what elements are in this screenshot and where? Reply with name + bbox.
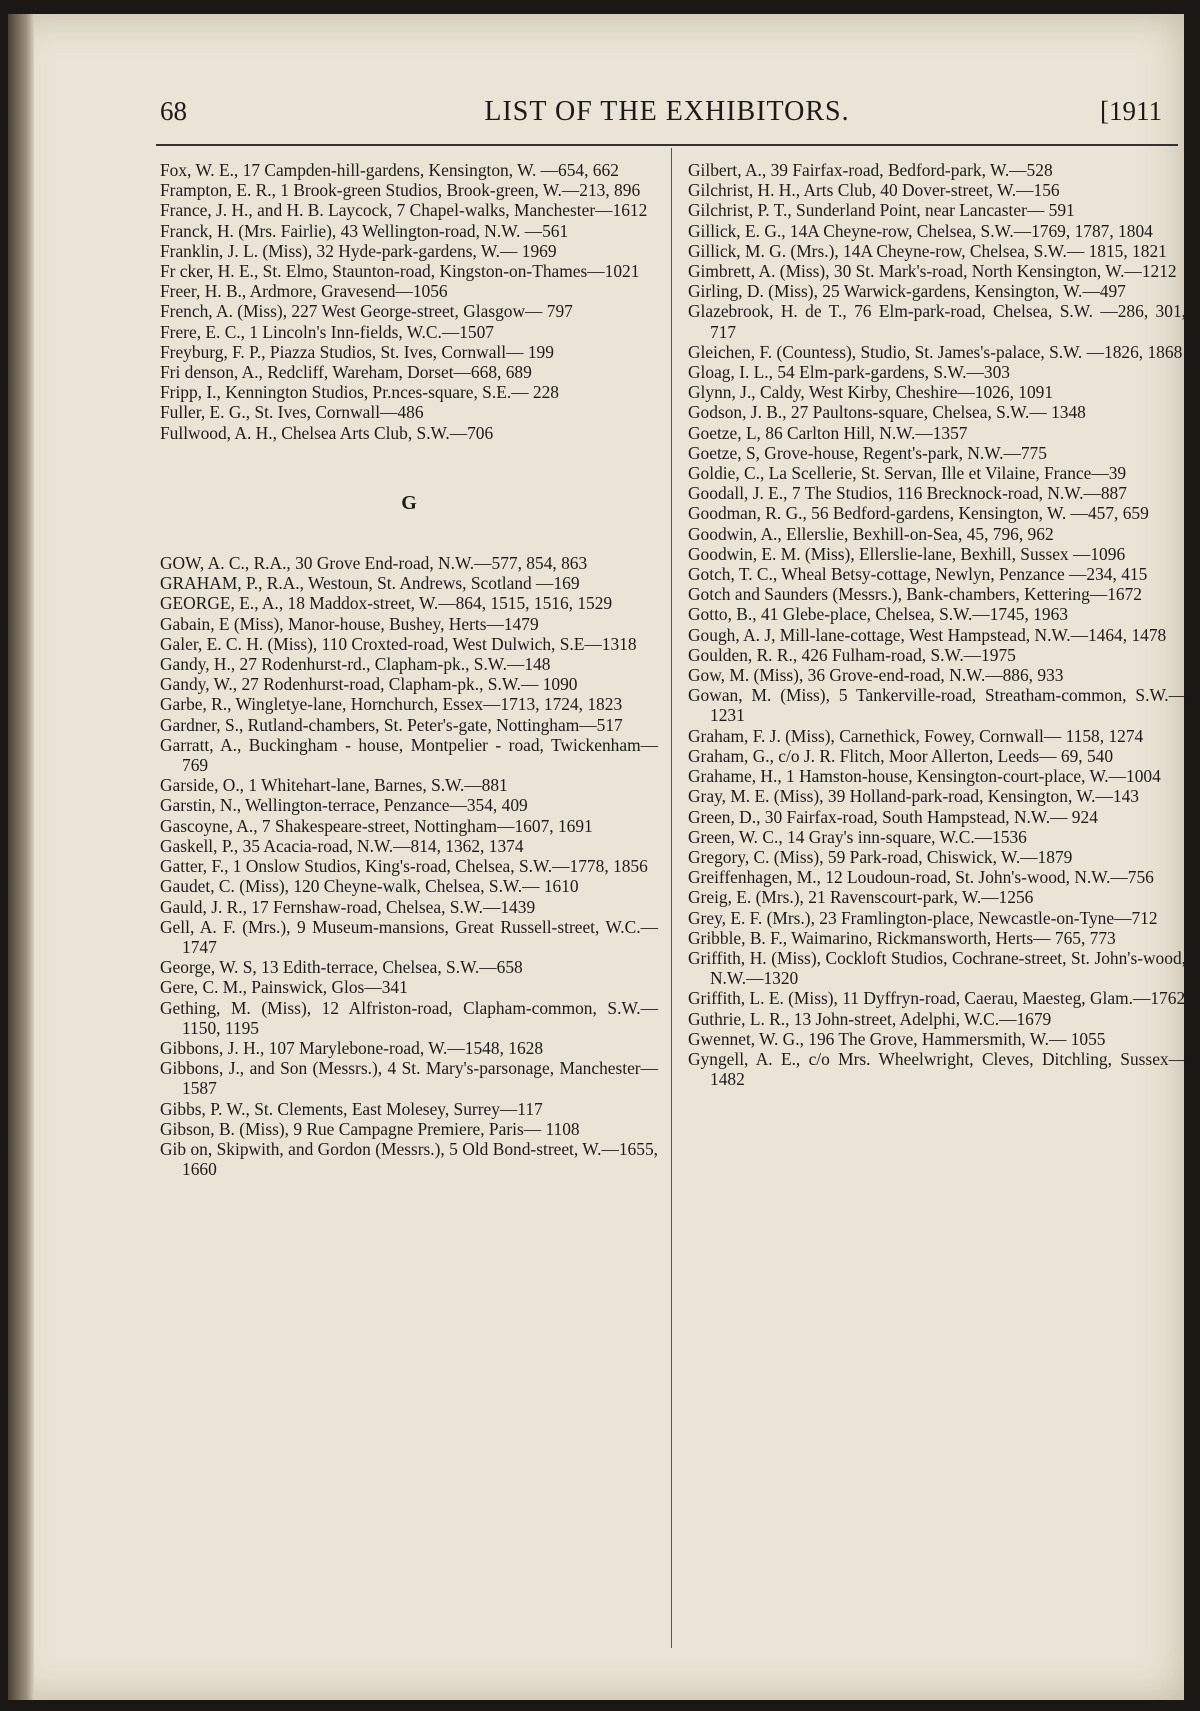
- exhibitor-entry: Galer, E. C. H. (Miss), 110 Croxted-road, West Dulwich, S.E—1318: [160, 633, 637, 654]
- exhibitor-entry: Gleichen, F. (Countess), Studio, St. James's-palace, S.W. —1826, 1868: [688, 341, 1183, 362]
- right-column: [688, 160, 1186, 1089]
- exhibitor-entry: Freer, H. B., Ardmore, Gravesend—1056: [160, 281, 448, 302]
- exhibitor-entry: Gabain, E (Miss), Manor-house, Bushey, Herts—1479: [160, 613, 539, 634]
- exhibitor-entry: Goodall, J. E., 7 The Studios, 116 Brecknock-road, N.W.—887: [688, 483, 1127, 504]
- exhibitor-entry: Gere, C. M., Painswick, Glos—341: [160, 977, 408, 998]
- exhibitor-entry: France, J. H., and H. B. Laycock, 7 Chapel-walks, Manchester—1612: [160, 200, 648, 221]
- exhibitor-entry: Frere, E. C., 1 Lincoln's Inn-fields, W.C.—1507: [160, 321, 495, 342]
- exhibitor-entry: Goetze, S, Grove-house, Regent's-park, N.W.—775: [688, 442, 1047, 463]
- exhibitor-entry: GEORGE, E., A., 18 Maddox-street, W.—864, 1515, 1516, 1529: [160, 593, 613, 614]
- exhibitor-entry: GRAHAM, P., R.A., Westoun, St. Andrews, Scotland —169: [160, 573, 580, 594]
- exhibitor-entry: Fox, W. E., 17 Campden-hill-gardens, Kensington, W. —654, 662: [160, 160, 619, 180]
- exhibitor-entry: Gribble, B. F., Waimarino, Rickmansworth, Herts— 765, 773: [688, 927, 1116, 948]
- exhibitor-entry: Green, W. C., 14 Gray's inn-square, W.C.—1536: [688, 826, 1027, 847]
- exhibitor-entry: Gotto, B., 41 Glebe-place, Chelsea, S.W.—1745, 1963: [688, 604, 1068, 625]
- exhibitor-entry: Goulden, R. R., 426 Fulham-road, S.W.—1975: [688, 644, 1016, 665]
- left-column: [160, 160, 658, 1179]
- exhibitor-entry: Gibbons, J., and Son (Messrs.), 4 St. Mary's-parsonage, Manchester—1587: [160, 1058, 658, 1099]
- exhibitor-entry: Gyngell, A. E., c/o Mrs. Wheelwright, Cleves, Ditchling, Sussex—1482: [688, 1048, 1186, 1090]
- exhibitor-entry: Gloag, I. L., 54 Elm-park-gardens, S.W.—303: [688, 362, 1010, 383]
- exhibitor-entry: Greig, E. (Mrs.), 21 Ravenscourt-park, W.—1256: [688, 887, 1034, 908]
- exhibitor-entry: Garratt, A., Buckingham - house, Montpelier - road, Twickenham—769: [160, 734, 658, 776]
- exhibitor-entry: Gaudet, C. (Miss), 120 Cheyne-walk, Chelsea, S.W.— 1610: [160, 876, 579, 897]
- exhibitor-entry: George, W. S, 13 Edith-terrace, Chelsea, S.W.—658: [160, 957, 523, 978]
- exhibitor-entry: Gwennet, W. G., 196 The Grove, Hammersmith, W.— 1055: [688, 1028, 1106, 1049]
- exhibitor-entry: Gatter, F., 1 Onslow Studios, King's-road, Chelsea, S.W.—1778, 1856: [160, 856, 648, 877]
- exhibitor-entry: Goodwin, E. M. (Miss), Ellerslie-lane, Bexhill, Sussex —1096: [688, 543, 1126, 564]
- exhibitor-entry: Gilchrist, H. H., Arts Club, 40 Dover-street, W.—156: [688, 180, 1060, 201]
- book-page: [8, 14, 1184, 1700]
- exhibitor-entry: Goldie, C., La Scellerie, St. Servan, Ille et Vilaine, France—39: [688, 463, 1127, 484]
- exhibitor-entry: Graham, F. J. (Miss), Carnethick, Fowey, Cornwall— 1158, 1274: [688, 725, 1144, 746]
- entries-g-list: [160, 553, 658, 1179]
- book-spine: [8, 14, 34, 1700]
- exhibitor-entry: Griffith, L. E. (Miss), 11 Dyffryn-road, Caerau, Maesteg, Glam.—1762: [688, 988, 1186, 1009]
- exhibitor-entry: Garside, O., 1 Whitehart-lane, Barnes, S.W.—881: [160, 775, 508, 796]
- exhibitor-entry: Gell, A. F. (Mrs.), 9 Museum-mansions, Great Russell-street, W.C.—1747: [160, 916, 658, 957]
- exhibitor-entry: French, A. (Miss), 227 West George-street, Glasgow— 797: [160, 301, 573, 322]
- exhibitor-entry: Gascoyne, A., 7 Shakespeare-street, Nottingham—1607, 1691: [160, 815, 593, 836]
- exhibitor-entry: Fullwood, A. H., Chelsea Arts Club, S.W.—706: [160, 422, 494, 443]
- exhibitor-entry: Goodman, R. G., 56 Bedford-gardens, Kensington, W. —457, 659: [688, 503, 1149, 524]
- exhibitor-entry: Grey, E. F. (Mrs.), 23 Framlington-place, Newcastle-on-Tyne—712: [688, 907, 1158, 928]
- exhibitor-entry: Griffith, H. (Miss), Cockloft Studios, Cochrane-street, St. John's-wood, N.W.—1320: [688, 947, 1186, 989]
- page-title: LIST OF THE EXHIBITORS.: [484, 96, 850, 127]
- exhibitor-entry: Gardner, S., Rutland-chambers, St. Peter's-gate, Nottingham—517: [160, 714, 623, 735]
- exhibitor-entry: Fripp, I., Kennington Studios, Pr.nces-square, S.E.— 228: [160, 382, 559, 403]
- exhibitor-entry: Gow, M. (Miss), 36 Grove-end-road, N.W.—886, 933: [688, 665, 1064, 686]
- exhibitor-entry: Gibbs, P. W., St. Clements, East Molesey, Surrey—117: [160, 1098, 543, 1119]
- exhibitor-entry: Gray, M. E. (Miss), 39 Holland-park-road, Kensington, W.—143: [688, 786, 1139, 807]
- exhibitor-entry: Gotch and Saunders (Messrs.), Bank-chambers, Kettering—1672: [688, 584, 1142, 605]
- exhibitor-entry: GOW, A. C., R.A., 30 Grove End-road, N.W.—577, 854, 863: [160, 553, 588, 574]
- exhibitor-entry: Gowan, M. (Miss), 5 Tankerville-road, Streatham-common, S.W.—1231: [688, 685, 1186, 726]
- exhibitor-entry: Gibson, B. (Miss), 9 Rue Campagne Premiere, Paris— 1108: [160, 1118, 580, 1139]
- exhibitor-entry: Fri denson, A., Redcliff, Wareham, Dorset—668, 689: [160, 362, 532, 383]
- exhibitor-entry: Gandy, W., 27 Rodenhurst-road, Clapham-pk., S.W.— 1090: [160, 674, 578, 695]
- page-header: [152, 96, 1182, 136]
- exhibitor-entry: Godson, J. B., 27 Paultons-square, Chelsea, S.W.— 1348: [688, 402, 1086, 423]
- exhibitor-entry: Graham, G., c/o J. R. Flitch, Moor Allerton, Leeds— 69, 540: [688, 745, 1114, 766]
- exhibitor-entry: Gotch, T. C., Wheal Betsy-cottage, Newlyn, Penzance —234, 415: [688, 564, 1148, 585]
- exhibitor-entry: Gilchrist, P. T., Sunderland Point, near Lancaster— 591: [688, 200, 1075, 221]
- header-rule: [156, 144, 1178, 146]
- exhibitor-entry: Glazebrook, H. de T., 76 Elm-park-road, Chelsea, S.W. —286, 301, 717: [688, 301, 1186, 342]
- exhibitor-entry: Girling, D. (Miss), 25 Warwick-gardens, Kensington, W.—497: [688, 281, 1126, 302]
- exhibitor-entry: Glynn, J., Caldy, West Kirby, Cheshire—1026, 1091: [688, 382, 1054, 403]
- exhibitor-entry: Gilbert, A., 39 Fairfax-road, Bedford-park, W.—528: [688, 160, 1053, 180]
- exhibitor-entry: Gillick, M. G. (Mrs.), 14A Cheyne-row, Chelsea, S.W.— 1815, 1821: [688, 240, 1167, 261]
- exhibitor-entry: Fr cker, H. E., St. Elmo, Staunton-road, Kingston-on-Thames—1021: [160, 261, 640, 282]
- section-letter-g: G: [401, 491, 417, 514]
- exhibitor-entry: Guthrie, L. R., 13 John-street, Adelphi, W.C.—1679: [688, 1008, 1052, 1029]
- exhibitor-entry: Gething, M. (Miss), 12 Alfriston-road, Clapham-common, S.W.—1150, 1195: [160, 997, 658, 1038]
- exhibitor-entry: Gandy, H., 27 Rodenhurst-rd., Clapham-pk., S.W.—148: [160, 654, 551, 675]
- exhibitor-entry: Gib on, Skipwith, and Gordon (Messrs.), 5 Old Bond-street, W.—1655, 1660: [160, 1138, 658, 1180]
- entries-right-list: [688, 160, 1186, 1089]
- page-number: 68: [160, 96, 187, 126]
- exhibitor-entry: Goodwin, A., Ellerslie, Bexhill-on-Sea, 45, 796, 962: [688, 523, 1054, 544]
- exhibitor-entry: Green, D., 30 Fairfax-road, South Hampstead, N.W.— 924: [688, 806, 1098, 827]
- exhibitor-entry: Goetze, L, 86 Carlton Hill, N.W.—1357: [688, 422, 968, 443]
- exhibitor-entry: Garbe, R., Wingletye-lane, Hornchurch, Essex—1713, 1724, 1823: [160, 694, 623, 715]
- exhibitor-entry: Gimbrett, A. (Miss), 30 St. Mark's-road, North Kensington, W.—1212: [688, 261, 1177, 282]
- exhibitor-entry: Gaskell, P., 35 Acacia-road, N.W.—814, 1362, 1374: [160, 835, 524, 856]
- exhibitor-entry: Fuller, E. G., St. Ives, Cornwall—486: [160, 402, 424, 423]
- exhibitor-entry: Gregory, C. (Miss), 59 Park-road, Chiswick, W.—1879: [688, 846, 1073, 867]
- exhibitor-entry: Frampton, E. R., 1 Brook-green Studios, Brook-green, W.—213, 896: [160, 180, 641, 201]
- page-year: [1911: [1100, 96, 1162, 126]
- exhibitor-entry: Gough, A. J, Mill-lane-cottage, West Hampstead, N.W.—1464, 1478: [688, 624, 1167, 645]
- exhibitor-entry: Gibbons, J. H., 107 Marylebone-road, W.—1548, 1628: [160, 1037, 544, 1058]
- exhibitor-entry: Freyburg, F. P., Piazza Studios, St. Ives, Cornwall— 199: [160, 341, 554, 362]
- exhibitor-entry: Franck, H. (Mrs. Fairlie), 43 Wellington-road, N.W. —561: [160, 220, 569, 241]
- column-divider: [671, 148, 672, 1648]
- entries-f-list: [160, 160, 658, 443]
- exhibitor-entry: Franklin, J. L. (Miss), 32 Hyde-park-gardens, W.— 1969: [160, 240, 557, 261]
- exhibitor-entry: Grahame, H., 1 Hamston-house, Kensington-court-place, W.—1004: [688, 766, 1161, 787]
- exhibitor-entry: Gauld, J. R., 17 Fernshaw-road, Chelsea, S.W.—1439: [160, 896, 536, 917]
- exhibitor-entry: Garstin, N., Wellington-terrace, Penzance—354, 409: [160, 795, 528, 816]
- exhibitor-entry: Gillick, E. G., 14A Cheyne-row, Chelsea, S.W.—1769, 1787, 1804: [688, 220, 1153, 241]
- exhibitor-entry: Greiffenhagen, M., 12 Loudoun-road, St. John's-wood, N.W.—756: [688, 867, 1154, 888]
